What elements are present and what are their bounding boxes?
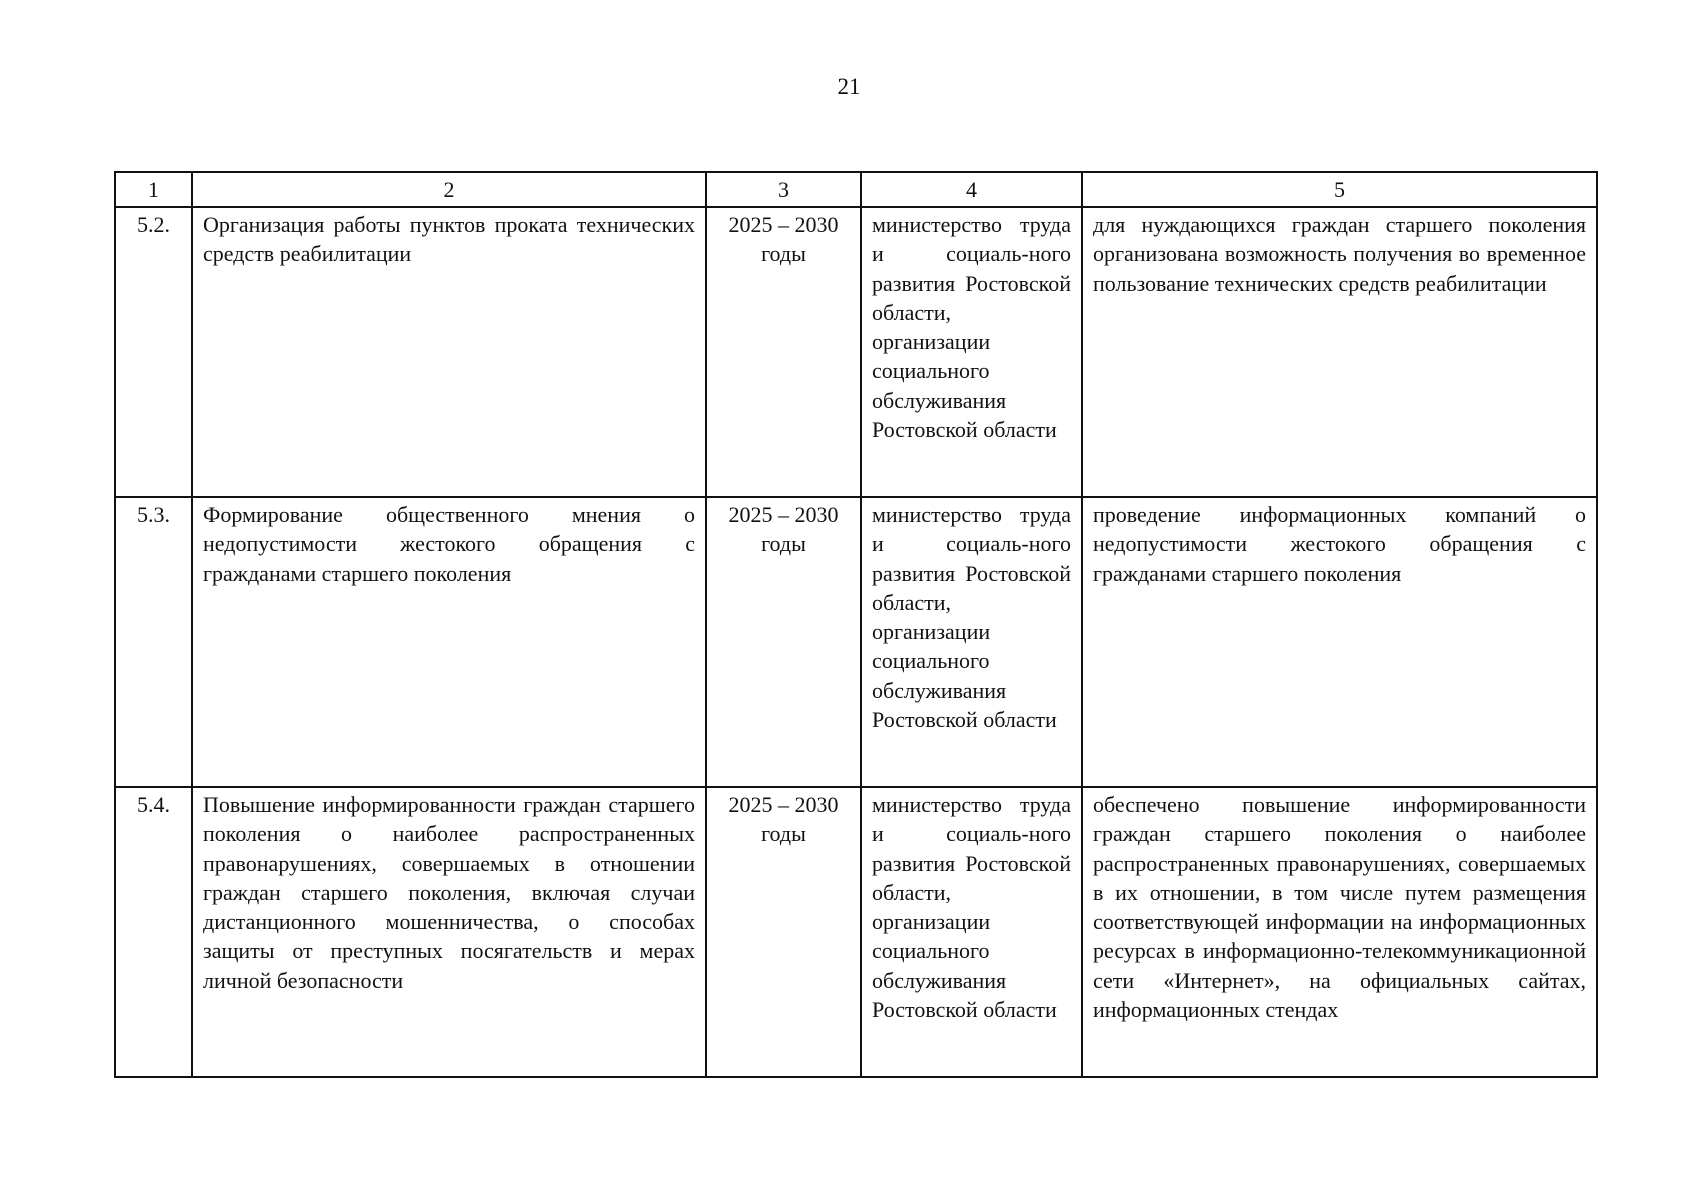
- measure-description: Организация работы пунктов проката технических средств реабилитации: [192, 207, 706, 497]
- row-number: 5.4.: [115, 787, 192, 1077]
- page-number: 21: [837, 74, 861, 99]
- row-number: 5.3.: [115, 497, 192, 787]
- row-number: 5.2.: [115, 207, 192, 497]
- column-header: 1: [115, 172, 192, 207]
- responsible-executor: министерство труда и социаль-ного развития Ростовской области, организации социального обслуживания Ростовской области: [861, 497, 1082, 787]
- column-header: 3: [706, 172, 861, 207]
- period: 2025 – 2030 годы: [706, 787, 861, 1077]
- table-row: [115, 497, 1597, 787]
- measure-description: Повышение информированности граждан старшего поколения о наиболее распространенных правонарушениях, совершаемых в отношении граждан старшего поколения, включая случаи дистанционного мошенничества, о способах защиты от преступных посягательств и мерах личной безопасности: [192, 787, 706, 1077]
- measures-table: [114, 171, 1598, 1078]
- responsible-executor: министерство труда и социаль-ного развития Ростовской области, организации социального обслуживания Ростовской области: [861, 787, 1082, 1077]
- column-header: 2: [192, 172, 706, 207]
- expected-result: для нуждающихся граждан старшего поколения организована возможность получения во временное пользование технических средств реабилитации: [1082, 207, 1597, 497]
- period: 2025 – 2030 годы: [706, 497, 861, 787]
- period: 2025 – 2030 годы: [706, 207, 861, 497]
- column-header: 5: [1082, 172, 1597, 207]
- table-row: [115, 787, 1597, 1077]
- measure-description: Формирование общественного мнения о недопустимости жестокого обращения с гражданами старшего поколения: [192, 497, 706, 787]
- table-row: [115, 207, 1597, 497]
- expected-result: проведение информационных компаний о недопустимости жестокого обращения с гражданами старшего поколения: [1082, 497, 1597, 787]
- column-header: 4: [861, 172, 1082, 207]
- expected-result: обеспечено повышение информированности граждан старшего поколения о наиболее распространенных правонарушениях, совершаемых в их отношении, в том числе путем размещения соответствующей информации на информационных ресурсах в информационно-телекоммуникационной сети «Интернет», на официальных сайтах, информационных стендах: [1082, 787, 1597, 1077]
- responsible-executor: министерство труда и социаль-ного развития Ростовской области, организации социального обслуживания Ростовской области: [861, 207, 1082, 497]
- table-header-row: [115, 172, 1597, 207]
